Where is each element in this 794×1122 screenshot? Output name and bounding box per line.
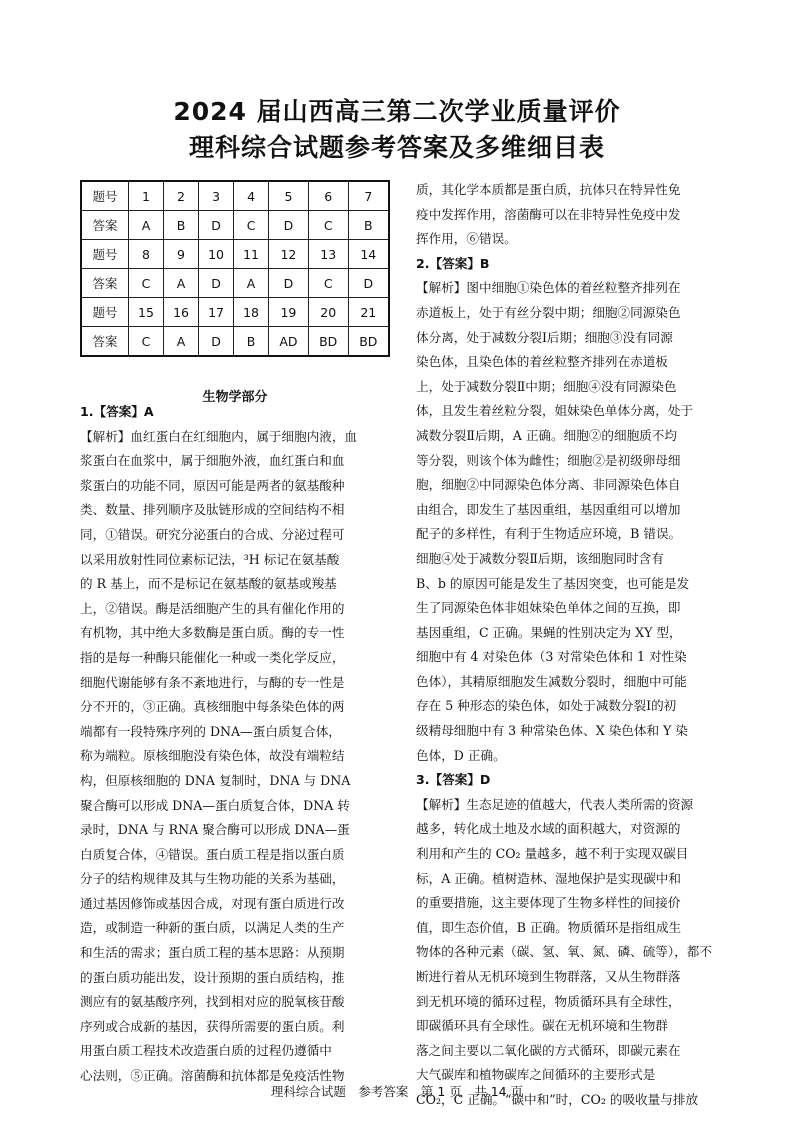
text-line: 测应有的氨基酸序列，找到相对应的脱氧核苷酸 xyxy=(80,994,345,1010)
answer-cell: A xyxy=(129,211,164,240)
text-line: 质，其化学本质都是蛋白质，抗体只在特异性免 xyxy=(416,182,681,197)
answer-cell: BD xyxy=(348,327,389,357)
answer-cell: AD xyxy=(269,327,309,357)
text-line: 上，处于减数分裂Ⅱ中期；细胞④没有同源染色 xyxy=(416,378,677,394)
answer-cell: D xyxy=(199,211,234,240)
question-number-cell: 12 xyxy=(269,240,309,269)
question-number-cell: 1 xyxy=(129,181,164,211)
text-line: 细胞中有 4 对染色体（3 对常染色体和 1 对性染 xyxy=(416,649,687,665)
answer-row xyxy=(81,269,389,298)
answer-table xyxy=(80,180,390,357)
text-line: 减数分裂Ⅱ后期，A 正确。细胞②的细胞质不均 xyxy=(416,427,677,443)
answer-cell: C xyxy=(308,211,348,240)
text-line: 指的是每一种酶只能催化一种或一类化学反应， xyxy=(80,649,345,665)
question-number-cell: 9 xyxy=(164,240,199,269)
text-line: CO₂，C 正确。“碳中和”时，CO₂ 的吸收量与排放 xyxy=(416,1091,699,1107)
answer-cell: A xyxy=(164,269,199,298)
question-number-cell: 2 xyxy=(164,181,199,211)
answer-cell: A xyxy=(164,327,199,357)
text-line: 体分离，处于减数分裂Ⅰ后期；细胞③没有同源 xyxy=(416,329,673,345)
text-line: 浆蛋白的功能不同，原因可能是两者的氨基酸种 xyxy=(80,477,345,493)
text-line: 白质复合体，④错误。蛋白质工程是指以蛋白质 xyxy=(80,846,345,862)
question-number-cell: 4 xyxy=(234,181,269,211)
text-line: 生了同源染色体非姐妹染色单体之间的互换，即 xyxy=(416,600,681,616)
text-line: 【解析】血红蛋白在红细胞内，属于细胞内液，血 xyxy=(80,428,358,444)
text-line: 类、数量、排列顺序及肽链形成的空间结构不相 xyxy=(80,502,345,518)
row-label: 答案 xyxy=(81,269,129,298)
answer-cell: C xyxy=(129,327,164,357)
text-line: 上，②错误。酶是活细胞产生的具有催化作用的 xyxy=(80,600,345,616)
question-number-cell: 13 xyxy=(308,240,348,269)
question-number-cell: 8 xyxy=(129,240,164,269)
question-number-cell: 21 xyxy=(348,298,389,327)
row-label: 答案 xyxy=(81,327,129,357)
text-line: B、b 的原因可能是发生了基因突变，也可能是发 xyxy=(416,575,690,591)
text-line: 赤道板上，处于有丝分裂中期；细胞②同源染色 xyxy=(416,304,681,320)
answer-row xyxy=(81,327,389,357)
text-line: 浆蛋白在血浆中，属于细胞外液，血红蛋白和血 xyxy=(80,453,345,469)
question-number-cell: 15 xyxy=(129,298,164,327)
text-line: 用蛋白质工程技术改造蛋白质的过程仍遵循中 xyxy=(80,1043,332,1059)
text-line: 物体的各种元素（碳、氢、氧、氮、磷、硫等），都不 xyxy=(416,944,712,960)
question-number-cell: 20 xyxy=(308,298,348,327)
text-line: 有机物，其中绝大多数酶是蛋白质。酶的专一性 xyxy=(80,625,345,641)
text-line: 越多，转化成土地及水域的面积越大，对资源的 xyxy=(416,821,681,837)
text-line: 大气碳库和植物碳库之间循环的主要形式是 xyxy=(416,1067,656,1083)
answer-cell: B xyxy=(348,211,389,240)
question-number-cell: 3 xyxy=(199,181,234,211)
text-line: 挥作用，⑥错误。 xyxy=(416,231,517,247)
question-number-cell: 18 xyxy=(234,298,269,327)
answer-cell: BD xyxy=(308,327,348,357)
text-line: 存在 5 种形态的染色体，如处于减数分裂Ⅰ的初 xyxy=(416,698,677,714)
text-line: 胞，细胞②中同源染色体分离、非同源染色体自 xyxy=(416,477,681,493)
question-number-cell: 11 xyxy=(234,240,269,269)
question-number-cell: 16 xyxy=(164,298,199,327)
text-line: 即碳循环具有全球性。碳在无机环境和生物群 xyxy=(416,1018,668,1034)
text-line: 的重要措施，这主要体现了生物多样性的间接价 xyxy=(416,895,681,911)
row-label: 答案 xyxy=(81,211,129,240)
question-number-cell: 7 xyxy=(348,181,389,211)
text-line: 等分裂，则该个体为雌性；细胞②是初级卵母细 xyxy=(416,452,681,468)
text-line: 通过基因修饰或基因合成，对现有蛋白质进行改 xyxy=(80,895,345,911)
text-line: 级精母细胞中有 3 种常染色体、X 染色体和 Y 染 xyxy=(416,723,688,739)
text-line: 标，A 正确。植树造林、湿地保护是实现碳中和 xyxy=(416,870,681,886)
text-line: 【解析】生态足迹的值越大，代表人类所需的资源 xyxy=(416,796,694,812)
text-line: 同，①错误。研究分泌蛋白的合成、分泌过程可 xyxy=(80,526,345,542)
text-line: 疫中发挥作用，溶菌酶可以在非特异性免疫中发 xyxy=(416,206,681,222)
text-line: 色体），其精原细胞发生减数分裂时，细胞中可能 xyxy=(416,673,687,689)
answer-cell: D xyxy=(199,327,234,357)
question-number-row xyxy=(81,181,389,211)
text-line: 由组合，即发生了基因重组，基因重组可以增加 xyxy=(416,501,681,517)
text-line: 录时，DNA 与 RNA 聚合酶可以形成 DNA—蛋 xyxy=(80,822,350,838)
text-line: 利用和产生的 CO₂ 量越多，越不利于实现双碳目 xyxy=(416,846,689,862)
page-footer: 理科综合试题 参考答案 第 1 页 共 14 页 xyxy=(270,1084,524,1099)
answer-cell: C xyxy=(129,269,164,298)
left-column-text xyxy=(80,400,398,1089)
text-line: 体，且发生着丝粒分裂，姐妹染色单体分离，处于 xyxy=(416,403,694,419)
text-line: 基因重组，C 正确。果蝇的性别决定为 XY 型， xyxy=(416,624,682,640)
document-title-line2: 理科综合试题参考答案及多维细目表 xyxy=(188,133,605,162)
row-label: 题号 xyxy=(81,240,129,269)
text-line: 色体，D 正确。 xyxy=(416,747,506,763)
text-line: 配子的多样性，有利于生物适应环境，B 错误。 xyxy=(416,526,682,542)
text-line: 染色体，且染色体的着丝粒整齐排列在赤道板 xyxy=(416,354,668,370)
text-line: 聚合酶可以形成 DNA—蛋白质复合体，DNA 转 xyxy=(80,797,350,813)
answer-cell: A xyxy=(234,269,269,298)
answer-cell: D xyxy=(199,269,234,298)
text-line: 以采用放射性同位素标记法，³H 标记在氨基酸 xyxy=(80,551,340,567)
question-number-row xyxy=(81,240,389,269)
text-line: 值，即生态价值，B 正确。物质循环是指组成生 xyxy=(416,919,682,935)
text-line: 端都有一段特殊序列的 DNA—蛋白质复合体， xyxy=(80,723,341,739)
text-line: 心法则，⑤正确。溶菌酶和抗体都是免疫活性物 xyxy=(80,1068,345,1084)
row-label: 题号 xyxy=(81,181,129,211)
text-line: 3.【答案】D xyxy=(416,772,491,788)
question-number-cell: 6 xyxy=(308,181,348,211)
answer-cell: C xyxy=(308,269,348,298)
row-label: 题号 xyxy=(81,298,129,327)
document-title-line1: 2024 届山西高三第二次学业质量评价 xyxy=(173,97,621,126)
text-line: 1.【答案】A xyxy=(80,404,154,419)
question-number-cell: 5 xyxy=(269,181,309,211)
question-number-cell: 14 xyxy=(348,240,389,269)
text-line: 造，或制造一种新的蛋白质，以满足人类的生产 xyxy=(80,920,345,936)
text-line: 断进行着从无机环境到生物群落，又从生物群落 xyxy=(416,969,681,984)
text-line: 分子的结构规律及其与生物功能的关系为基础， xyxy=(80,871,345,887)
text-line: 的 R 基上，而不是标记在氨基酸的氨基或羧基 xyxy=(80,576,337,592)
text-line: 细胞④处于减数分裂Ⅱ后期，该细胞同时含有 xyxy=(416,550,664,566)
text-line: 落之间主要以二氧化碳的方式循环，即碳元素在 xyxy=(416,1042,681,1058)
text-line: 的蛋白质功能出发，设计预期的蛋白质结构，推 xyxy=(80,969,345,985)
answer-cell: D xyxy=(269,211,309,240)
answer-row xyxy=(81,211,389,240)
right-column-text xyxy=(416,178,720,1113)
text-line: 称为端粒。原核细胞没有染色体，故没有端粒结 xyxy=(80,748,345,764)
text-line: 【解析】图中细胞①染色体的着丝粒整齐排列在 xyxy=(416,280,681,296)
question-number-cell: 17 xyxy=(199,298,234,327)
text-line: 序列或合成新的基因，获得所需要的蛋白质。利 xyxy=(80,1018,345,1034)
text-line: 到无机环境的循环过程，物质循环具有全球性， xyxy=(416,993,681,1009)
answer-cell: D xyxy=(348,269,389,298)
text-line: 构，但原核细胞的 DNA 复制时，DNA 与 DNA xyxy=(80,772,351,788)
answer-cell: B xyxy=(234,327,269,357)
text-line: 2.【答案】B xyxy=(416,255,490,271)
section-title-biology: 生物学部分 xyxy=(202,390,268,405)
question-number-row xyxy=(81,298,389,327)
text-line: 细胞代谢能够有条不紊地进行，与酶的专一性是 xyxy=(80,674,345,690)
answer-cell: D xyxy=(269,269,309,298)
text-line: 分不开的，③正确。真核细胞中每条染色体的两 xyxy=(80,699,345,715)
question-number-cell: 10 xyxy=(199,240,234,269)
question-number-cell: 19 xyxy=(269,298,309,327)
text-line: 和生活的需求；蛋白质工程的基本思路：从预期 xyxy=(80,945,345,961)
answer-cell: B xyxy=(164,211,199,240)
answer-cell: C xyxy=(234,211,269,240)
